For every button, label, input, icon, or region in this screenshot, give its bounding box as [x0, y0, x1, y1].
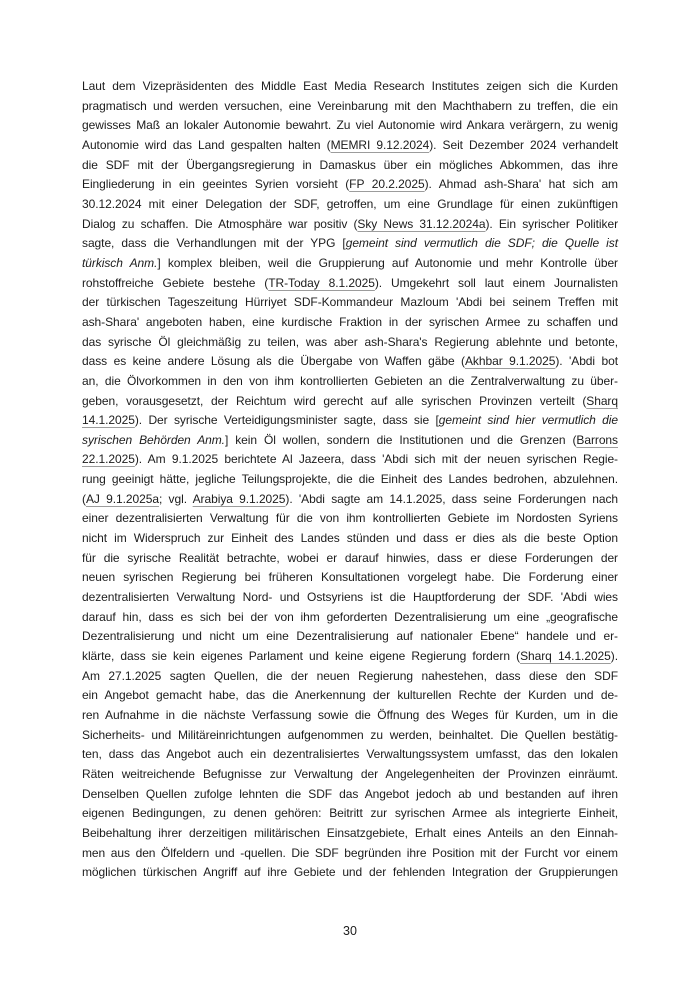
- text-line: [82, 215, 618, 235]
- text-segment: Eingliederung in ein geeintes Syrien vorsieht (: [82, 177, 350, 192]
- text-segment: darauf hin, dass es sich bei der von ihm geforderten Dezentralisierung um eine „geografische: [82, 609, 618, 624]
- text-segment: ] komplex bleiben, weil die Gruppierung auf Autonomie und mehr Kontrolle über: [157, 255, 618, 270]
- text-line: [82, 627, 618, 647]
- text-segment: 30.12.2024 mit einer Delegation der SDF, getroffen, um eine Grundlage für einen zukünftigen: [82, 196, 618, 211]
- citation-link[interactable]: 22.1.2025: [82, 452, 135, 467]
- text-line: [82, 686, 618, 706]
- text-block: [82, 77, 618, 883]
- text-segment: geben, vorausgesetzt, der Reichtum wird gerecht auf alle syrischen Provinzen verteilt (: [82, 393, 587, 408]
- text-line: [82, 844, 618, 864]
- citation-link[interactable]: TR-Today 8.1.2025: [268, 275, 375, 290]
- text-line: [82, 293, 618, 313]
- text-line: [82, 450, 618, 470]
- citation-link[interactable]: Akhbar 9.1.2025: [464, 354, 556, 369]
- text-line: [82, 156, 618, 176]
- text-segment: ten, dass das Angebot auch ein dezentralisiertes Verwaltungssystem umfasst, das den lokalen: [82, 747, 618, 762]
- text-line: [82, 863, 618, 883]
- citation-link[interactable]: MEMRI 9.12.2024: [330, 137, 430, 152]
- text-segment: ). Umgekehrt soll laut einem Journalisten: [374, 275, 618, 290]
- citation-link[interactable]: 14.1.2025: [82, 413, 135, 428]
- text-line: [82, 372, 618, 392]
- text-segment: ] kein Öl wollen, sondern die Institutionen und die Grenzen (: [224, 432, 577, 447]
- text-line: [82, 706, 618, 726]
- text-segment: dass es keine andere Lösung als die Übergabe von Waffen gäbe (: [82, 354, 465, 369]
- text-segment: der türkischen Tageszeitung Hürriyet SDF-Kommandeur Mazloum 'Abdi bei seinem Treffen mit: [82, 295, 618, 310]
- text-line: [82, 77, 618, 97]
- text-line: [82, 667, 618, 687]
- text-segment: ). Der syrische Verteidigungsminister sagte, dass sie [: [134, 413, 439, 428]
- text-segment: Dialog zu schaffen. Die Atmosphäre war positiv (: [82, 216, 358, 231]
- text-segment: ein Angebot gemacht habe, das die Anerkennung der kulturellen Rechte der Kurden und de-: [82, 688, 618, 703]
- text-segment: (: [82, 491, 86, 506]
- text-line: [82, 568, 618, 588]
- text-segment: Beibehaltung ihrer derzeitigen militärischen Einsatzgebiete, Erhalt eines Anteils an den Einnah-: [82, 825, 618, 840]
- text-line: [82, 785, 618, 805]
- citation-link[interactable]: AJ 9.1.2025a: [85, 491, 159, 506]
- text-segment: Sicherheits- und Militäreinrichtungen aufgenommen zu werden, beinhaltet. Die Quellen bestätig-: [82, 727, 618, 742]
- text-segment: ).: [610, 649, 619, 664]
- text-line: [82, 824, 618, 844]
- text-line: [82, 588, 618, 608]
- text-segment: rung geeinigt hätte, jegliche Teilungsprojekte, die die Einheit des Landes bedrohen, abzulehnen.: [82, 472, 618, 487]
- text-line: [82, 333, 618, 353]
- text-line: [82, 804, 618, 824]
- text-line: [82, 647, 618, 667]
- text-line: [82, 745, 618, 765]
- text-line: [82, 431, 618, 451]
- editorial-note: gemeint sind vermutlich die SDF; die Quelle ist: [345, 236, 618, 251]
- text-segment: men aus den Ölfeldern und -quellen. Die SDF begründen ihre Position mit der Furcht vor einem: [82, 845, 618, 860]
- editorial-note: gemeint sind hier vermutlich die: [438, 413, 618, 428]
- text-line: [82, 97, 618, 117]
- text-line: [82, 490, 618, 510]
- text-segment: ). 'Abdi bot: [555, 354, 618, 369]
- text-line: [82, 608, 618, 628]
- text-line: [82, 392, 618, 412]
- text-segment: ). Ein syrischer Politiker: [485, 216, 619, 231]
- text-segment: Denselben Quellen zufolge lehnten die SDF das Angebot jedoch ab und bestanden auf ihren: [82, 786, 618, 801]
- text-line: [82, 175, 618, 195]
- citation-link[interactable]: FP 20.2.2025: [349, 177, 425, 192]
- text-segment: für die syrische Realität betrachte, wobei er darauf hinwies, dass er diese Forderungen der: [82, 550, 618, 565]
- text-segment: ren Aufnahme in die nächste Verfassung sowie die Öffnung des Weges für Kurden, um in die: [82, 708, 618, 722]
- text-segment: Dezentralisierung und nicht um eine Dezentralisierung auf nationaler Ebene“ handele und er-: [82, 629, 618, 644]
- text-segment: möglichen türkischen Angriff auf ihre Gebiete und der fehlenden Integration der Gruppierungen: [82, 865, 618, 880]
- text-line: [82, 313, 618, 333]
- text-segment: ash-Shara' angeboten haben, eine kurdische Fraktion in der syrischen Armee zu schaffen und: [82, 314, 618, 329]
- citation-link[interactable]: Sky News 31.12.2024a: [357, 216, 486, 231]
- text-segment: Am 27.1.2025 sagten Quellen, die der neuen Regierung nahestehen, dass diese den SDF: [82, 668, 618, 683]
- text-segment: neuen syrischen Regierung bei früheren Konsultationen vorgelegt habe. Die Forderung einer: [82, 570, 618, 585]
- text-segment: rohstoffreiche Gebiete bestehe (: [82, 275, 269, 290]
- citation-link[interactable]: Sharq 14.1.2025: [520, 649, 611, 664]
- text-line: [82, 116, 618, 136]
- text-segment: die SDF mit der Übergangsregierung in Damaskus über ein mögliches Abkommen, das ihre: [82, 157, 618, 172]
- text-segment: an, die Ölvorkommen in den von ihm kontrollierten Gebieten an die Zentralverwaltung zu über-: [82, 373, 618, 388]
- text-segment: ). Ahmad ash-Shara' hat sich am: [424, 177, 618, 192]
- text-segment: dezentralisierten Verwaltung Nord- und Ostsyriens ist die Hauptforderung der SDF. 'Abdi wies: [82, 590, 618, 605]
- text-line: [82, 136, 618, 156]
- text-segment: Autonomie wird das Land gespalten halten (: [82, 137, 331, 152]
- text-segment: Räten weitreichende Befugnisse zur Verwaltung der Angelegenheiten der Provinzen einräumt.: [82, 766, 618, 781]
- text-segment: ). 'Abdi sagte am 14.1.2025, dass seine Forderungen nach: [285, 491, 618, 506]
- citation-link[interactable]: Arabiya 9.1.2025: [192, 491, 286, 506]
- text-line: [82, 195, 618, 215]
- text-line: [82, 529, 618, 549]
- text-segment: das syrische Öl gleichmäßig zu teilen, was aber ash-Shara's Regierung ablehnte und betonte,: [82, 334, 618, 349]
- text-segment: klärte, dass sie kein eigenes Parlament und keine eigene Regierung fordern (: [82, 649, 521, 664]
- text-line: [82, 470, 618, 490]
- text-line: [82, 352, 618, 372]
- text-line: [82, 509, 618, 529]
- text-line: [82, 274, 618, 294]
- text-segment: ). Seit Dezember 2024 verhandelt: [429, 137, 618, 152]
- text-segment: Laut dem Vizepräsidenten des Middle East Media Research Institutes zeigen sich die Kurden: [82, 79, 618, 93]
- text-line: [82, 254, 618, 274]
- text-line: [82, 726, 618, 746]
- page-number: 30: [343, 924, 357, 938]
- text-segment: eigenen Bedingungen, zu denen gehören: Beitritt zur syrischen Armee als integrierte Einheit,: [82, 806, 618, 821]
- citation-link[interactable]: Sharq: [586, 393, 618, 408]
- citation-link[interactable]: Barrons: [576, 432, 618, 447]
- text-segment: sagte, dass die Verhandlungen mit der YPG [: [82, 236, 346, 251]
- text-segment: pragmatisch und werden versuchen, eine Vereinbarung mit den Machthabern zu treffen, die ein: [82, 98, 618, 113]
- text-segment: nicht im Widerspruch zur Einheit des Landes stünden und dass er dies als die beste Option: [82, 531, 618, 546]
- text-line: [82, 549, 618, 569]
- text-line: [82, 765, 618, 785]
- editorial-note: türkisch Anm.: [82, 255, 158, 270]
- text-segment: einer dezentralisierten Verwaltung für die von ihm kontrollierten Gebiete im Nordosten Syriens: [82, 511, 618, 526]
- text-segment: ; vgl.: [158, 491, 193, 506]
- text-line: [82, 411, 618, 431]
- text-segment: gewisses Maß an lokaler Autonomie bewahrt. Zu viel Autonomie wird Ankara verärgern, zu wenig: [82, 118, 618, 133]
- text-segment: ). Am 9.1.2025 berichtete Al Jazeera, dass 'Abdi sich mit der neuen syrischen Regie-: [134, 452, 618, 467]
- editorial-note: syrischen Behörden Anm.: [82, 432, 225, 447]
- text-line: [82, 234, 618, 254]
